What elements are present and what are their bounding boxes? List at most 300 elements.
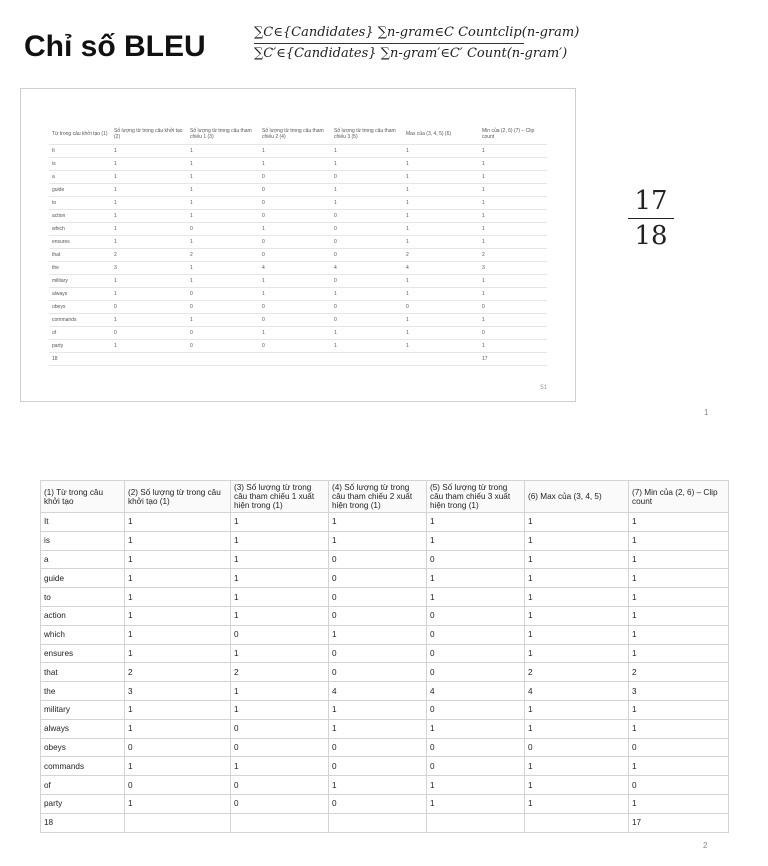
table-cell: 0 <box>259 249 331 262</box>
table-cell: 1 <box>403 236 479 249</box>
table-cell: 0 <box>427 625 525 644</box>
table-cell: 1 <box>187 184 259 197</box>
table-cell <box>331 353 403 366</box>
table-cell: 18 <box>41 813 125 832</box>
table-cell: 0 <box>187 288 259 301</box>
table-row <box>41 757 729 776</box>
table-cell: 1 <box>331 158 403 171</box>
table-cell: a <box>41 550 125 569</box>
table-cell: 1 <box>525 719 629 738</box>
table-cell: 1 <box>331 288 403 301</box>
header-cell: (2) Số lượng từ trong câu khởi tạo (1) <box>125 481 231 513</box>
table-cell: 1 <box>629 588 729 607</box>
table-cell: 3 <box>125 682 231 701</box>
table-row <box>41 513 729 532</box>
table-cell: 1 <box>187 314 259 327</box>
table-cell: 0 <box>427 644 525 663</box>
table-cell: 2 <box>231 663 329 682</box>
table-row <box>41 644 729 663</box>
table-cell: which <box>41 625 125 644</box>
table-row <box>41 663 729 682</box>
table-cell: 0 <box>329 644 427 663</box>
mini-header-cell: Số lượng từ trong câu khởi tạo (2) <box>111 124 187 145</box>
table-cell: 1 <box>125 757 231 776</box>
table-row <box>41 776 729 795</box>
table-cell: 1 <box>187 236 259 249</box>
table-cell: 18 <box>49 353 111 366</box>
table-cell: 2 <box>629 663 729 682</box>
table-cell: 1 <box>259 288 331 301</box>
table-cell: action <box>41 606 125 625</box>
table-cell: 1 <box>125 625 231 644</box>
table-cell: 1 <box>329 719 427 738</box>
table-cell: 1 <box>231 757 329 776</box>
table-cell: 4 <box>403 262 479 275</box>
table-cell <box>111 353 187 366</box>
table-row <box>49 327 547 340</box>
table-cell: 1 <box>479 184 547 197</box>
table-cell: 0 <box>231 794 329 813</box>
table-cell: 1 <box>629 644 729 663</box>
table-row <box>41 682 729 701</box>
table-row <box>49 340 547 353</box>
table-cell <box>403 353 479 366</box>
table-cell: 0 <box>525 738 629 757</box>
table-cell: 1 <box>629 569 729 588</box>
table-cell <box>187 353 259 366</box>
table-cell: 0 <box>187 223 259 236</box>
table-row <box>41 625 729 644</box>
table-cell: 0 <box>125 738 231 757</box>
table-cell: 0 <box>329 757 427 776</box>
table-cell: 0 <box>629 738 729 757</box>
table-cell: 4 <box>427 682 525 701</box>
table-cell: 1 <box>479 158 547 171</box>
table-cell: 1 <box>125 606 231 625</box>
table-cell: 1 <box>259 223 331 236</box>
table-cell: that <box>49 249 111 262</box>
table-cell: 17 <box>629 813 729 832</box>
table-cell: 4 <box>525 682 629 701</box>
page-number-1: 1 <box>704 408 709 417</box>
table-row <box>49 275 547 288</box>
header-cell: (3) Số lượng từ trong câu tham chiếu 1 xuất hiện trong (1) <box>231 481 329 513</box>
table-row <box>49 158 547 171</box>
table-cell: 3 <box>111 262 187 275</box>
table-cell: 1 <box>525 550 629 569</box>
table-row <box>41 719 729 738</box>
table-cell: 1 <box>403 158 479 171</box>
table-row <box>41 813 729 832</box>
table-cell: 0 <box>111 327 187 340</box>
table-cell: 2 <box>479 249 547 262</box>
table-cell: 1 <box>629 794 729 813</box>
table-cell: 1 <box>125 794 231 813</box>
table-cell: 2 <box>111 249 187 262</box>
slide-number: 51 <box>540 385 547 391</box>
table-cell: always <box>41 719 125 738</box>
table-cell: 1 <box>331 184 403 197</box>
table-cell: 0 <box>427 738 525 757</box>
table-cell: 1 <box>111 288 187 301</box>
table-row <box>41 569 729 588</box>
table-cell: the <box>49 262 111 275</box>
table-row <box>41 700 729 719</box>
table-cell: 1 <box>329 776 427 795</box>
table-cell: 1 <box>479 210 547 223</box>
table-cell: ensures <box>41 644 125 663</box>
table-cell: 1 <box>111 197 187 210</box>
table-cell: 1 <box>231 513 329 532</box>
table-cell: 1 <box>111 340 187 353</box>
table-cell: 1 <box>403 340 479 353</box>
table-cell: 1 <box>403 314 479 327</box>
table-cell: 0 <box>125 776 231 795</box>
table-row <box>49 223 547 236</box>
table-cell: 1 <box>187 210 259 223</box>
table-cell: 1 <box>111 158 187 171</box>
table-row <box>49 210 547 223</box>
table-cell: 1 <box>403 184 479 197</box>
table-cell: party <box>49 340 111 353</box>
page-title: Chỉ số BLEU <box>24 30 206 63</box>
table-cell: 0 <box>187 340 259 353</box>
header-cell: (5) Số lượng từ trong câu tham chiếu 3 xuất hiện trong (1) <box>427 481 525 513</box>
table-cell: 0 <box>259 171 331 184</box>
table-cell: 0 <box>231 625 329 644</box>
table-cell: commands <box>41 757 125 776</box>
table-cell: 0 <box>259 314 331 327</box>
table-row <box>41 588 729 607</box>
table-cell: 1 <box>259 327 331 340</box>
table-cell: 1 <box>259 158 331 171</box>
table-cell: 0 <box>479 327 547 340</box>
table-cell: 1 <box>331 145 403 158</box>
table-cell: 1 <box>111 314 187 327</box>
table-cell: 1 <box>329 531 427 550</box>
table-cell: 0 <box>403 301 479 314</box>
table-cell: It <box>41 513 125 532</box>
table-row <box>41 531 729 550</box>
table-cell: 1 <box>187 171 259 184</box>
table-cell: 1 <box>187 145 259 158</box>
table-cell: 2 <box>187 249 259 262</box>
formula-numerator: ∑C∈{Candidates} ∑n-gram∈C Countclip(n-gram) <box>254 25 580 40</box>
table-cell: 1 <box>525 644 629 663</box>
mini-table-header-row <box>49 124 547 145</box>
table-cell: 0 <box>331 223 403 236</box>
table-row <box>49 262 547 275</box>
table-cell: guide <box>41 569 125 588</box>
table-cell: 1 <box>125 513 231 532</box>
mini-header-cell: Từ trong câu khởi tạo (1) <box>49 124 111 145</box>
table-cell: 1 <box>525 757 629 776</box>
page-number-2: 2 <box>703 841 708 850</box>
table-cell: 1 <box>629 606 729 625</box>
table-cell: 1 <box>479 223 547 236</box>
table-cell: 0 <box>259 184 331 197</box>
table-cell: 1 <box>427 719 525 738</box>
table-cell: 0 <box>329 663 427 682</box>
table-cell: 0 <box>259 197 331 210</box>
table-cell: 0 <box>331 249 403 262</box>
table-cell: 0 <box>187 301 259 314</box>
table-header-row <box>41 481 729 513</box>
table-cell: to <box>49 197 111 210</box>
table-cell: 1 <box>231 606 329 625</box>
table-cell: 0 <box>259 236 331 249</box>
table-cell: 0 <box>331 314 403 327</box>
table-cell: 1 <box>187 275 259 288</box>
table-cell: 1 <box>111 210 187 223</box>
table-cell: 1 <box>329 513 427 532</box>
table-row <box>49 249 547 262</box>
table-cell: 0 <box>427 700 525 719</box>
mini-header-cell: Min của (2, 6) (7) – Clip count <box>479 124 547 145</box>
table-cell: 1 <box>427 588 525 607</box>
table-cell: 1 <box>427 776 525 795</box>
table-cell: 1 <box>331 340 403 353</box>
table-cell: 1 <box>629 625 729 644</box>
table-cell: commands <box>49 314 111 327</box>
fraction-bar <box>628 218 674 219</box>
table-cell: guide <box>49 184 111 197</box>
clip-count-table <box>40 480 729 833</box>
table-cell: military <box>49 275 111 288</box>
table-cell: which <box>49 223 111 236</box>
mini-header-cell: Max của (3, 4, 5) (6) <box>403 124 479 145</box>
table-cell: 1 <box>403 171 479 184</box>
table-cell: 0 <box>331 210 403 223</box>
precision-fraction <box>628 186 674 251</box>
table-cell: of <box>41 776 125 795</box>
table-cell: 4 <box>331 262 403 275</box>
table-cell: 2 <box>525 663 629 682</box>
table-cell: 1 <box>525 513 629 532</box>
table-cell: 1 <box>403 197 479 210</box>
table-cell: 1 <box>231 700 329 719</box>
table-cell: is <box>49 158 111 171</box>
table-cell: 1 <box>629 719 729 738</box>
table-cell: 1 <box>629 513 729 532</box>
table-cell: 1 <box>329 700 427 719</box>
table-cell: 1 <box>125 588 231 607</box>
mini-header-cell: Số lượng từ trong câu tham chiếu 3 (5) <box>331 124 403 145</box>
table-cell: 0 <box>331 171 403 184</box>
header-cell: (1) Từ trong câu khởi tạo <box>41 481 125 513</box>
table-cell: 0 <box>479 301 547 314</box>
table-cell: 1 <box>111 236 187 249</box>
table-cell: 1 <box>427 569 525 588</box>
table-cell: 1 <box>259 275 331 288</box>
table-cell: 1 <box>231 644 329 663</box>
table-row <box>41 738 729 757</box>
table-cell: 1 <box>629 550 729 569</box>
table-cell: 1 <box>479 171 547 184</box>
table-cell: 17 <box>479 353 547 366</box>
table-cell: 0 <box>331 301 403 314</box>
table-cell: 1 <box>525 569 629 588</box>
table-cell: 0 <box>329 550 427 569</box>
table-row <box>49 288 547 301</box>
table-cell: 1 <box>231 682 329 701</box>
table-cell: 1 <box>125 700 231 719</box>
table-cell: 1 <box>525 700 629 719</box>
table-row <box>49 314 547 327</box>
table-cell: 1 <box>525 794 629 813</box>
bleu-formula <box>254 24 580 63</box>
table-cell: 2 <box>403 249 479 262</box>
table-cell: 0 <box>111 301 187 314</box>
table-cell: 1 <box>331 197 403 210</box>
mini-table <box>49 124 547 366</box>
table-cell: 1 <box>231 569 329 588</box>
table-cell: 1 <box>479 314 547 327</box>
table-row <box>49 145 547 158</box>
table-cell: 1 <box>231 588 329 607</box>
table-cell: ensures <box>49 236 111 249</box>
table-row <box>41 794 729 813</box>
table-cell: 1 <box>125 644 231 663</box>
table-cell: 3 <box>629 682 729 701</box>
table-cell <box>427 813 525 832</box>
mini-header-cell: Số lượng từ trong câu tham chiếu 1 (3) <box>187 124 259 145</box>
table-cell: military <box>41 700 125 719</box>
table-cell <box>525 813 629 832</box>
table-row <box>49 184 547 197</box>
table-cell: 1 <box>187 262 259 275</box>
table-cell: of <box>49 327 111 340</box>
table-cell: 0 <box>329 794 427 813</box>
table-row <box>49 301 547 314</box>
table-cell: 0 <box>629 776 729 795</box>
table-cell: 1 <box>525 606 629 625</box>
table-cell: 1 <box>629 531 729 550</box>
table-cell: 0 <box>329 588 427 607</box>
table-cell: 0 <box>329 606 427 625</box>
table-cell: 0 <box>259 340 331 353</box>
slide-thumbnail <box>20 88 576 402</box>
table-cell: 0 <box>427 550 525 569</box>
table-cell: 0 <box>427 757 525 776</box>
table-cell: 1 <box>111 184 187 197</box>
table-cell: to <box>41 588 125 607</box>
table-cell: 0 <box>231 738 329 757</box>
fraction-numerator: 17 <box>634 186 668 216</box>
table-cell: 0 <box>231 719 329 738</box>
table-cell: 1 <box>479 275 547 288</box>
table-cell: the <box>41 682 125 701</box>
table-row <box>49 171 547 184</box>
table-cell: 1 <box>403 275 479 288</box>
table-cell: 1 <box>331 327 403 340</box>
table-cell: 1 <box>629 757 729 776</box>
formula-fraction-bar <box>254 43 524 44</box>
header-cell: (7) Min của (2, 6) – Clip count <box>629 481 729 513</box>
table-cell: always <box>49 288 111 301</box>
table-cell: 1 <box>525 776 629 795</box>
table-cell: is <box>41 531 125 550</box>
table-cell: 1 <box>427 794 525 813</box>
table-cell <box>329 813 427 832</box>
table-cell: 1 <box>111 145 187 158</box>
table-cell: 4 <box>329 682 427 701</box>
table-cell: 1 <box>125 550 231 569</box>
table-cell <box>231 813 329 832</box>
table-cell: obeys <box>49 301 111 314</box>
table-cell: 4 <box>259 262 331 275</box>
mini-header-cell: Số lượng từ trong câu tham chiếu 2 (4) <box>259 124 331 145</box>
table-cell: 2 <box>125 663 231 682</box>
table-cell: 1 <box>479 340 547 353</box>
table-cell: 1 <box>259 145 331 158</box>
table-cell: 1 <box>187 158 259 171</box>
table-cell: 0 <box>331 236 403 249</box>
table-cell: 1 <box>403 327 479 340</box>
table-cell: that <box>41 663 125 682</box>
table-cell: 1 <box>479 288 547 301</box>
table-cell: 0 <box>231 776 329 795</box>
table-cell: 1 <box>479 197 547 210</box>
table-row <box>49 197 547 210</box>
table-cell: 3 <box>479 262 547 275</box>
formula-denominator: ∑C′∈{Candidates} ∑n-gram′∈C′ Count(n-gram′) <box>254 46 568 61</box>
table-cell: 0 <box>329 569 427 588</box>
table-cell: 0 <box>187 327 259 340</box>
table-cell: 1 <box>231 550 329 569</box>
table-cell: 1 <box>231 531 329 550</box>
table-cell: 1 <box>125 531 231 550</box>
table-cell: 0 <box>329 738 427 757</box>
header-cell: (6) Max của (3, 4, 5) <box>525 481 629 513</box>
table-cell: 1 <box>403 210 479 223</box>
table-cell: 1 <box>427 513 525 532</box>
table-row <box>49 236 547 249</box>
table-row <box>41 606 729 625</box>
table-cell: 1 <box>479 236 547 249</box>
table-cell: It <box>49 145 111 158</box>
table-cell: 1 <box>111 223 187 236</box>
table-cell <box>259 353 331 366</box>
table-cell: 0 <box>427 663 525 682</box>
header-cell: (4) Số lượng từ trong câu tham chiếu 2 xuất hiện trong (1) <box>329 481 427 513</box>
table-cell <box>125 813 231 832</box>
table-cell: 0 <box>331 275 403 288</box>
table-cell: 1 <box>525 531 629 550</box>
table-cell: 1 <box>479 145 547 158</box>
table-row <box>41 550 729 569</box>
table-cell: 1 <box>403 288 479 301</box>
fraction-denominator: 18 <box>634 221 668 251</box>
table-cell: 1 <box>629 700 729 719</box>
table-cell: 1 <box>329 625 427 644</box>
table-cell: 1 <box>525 588 629 607</box>
table-cell: 1 <box>125 569 231 588</box>
table-cell: 1 <box>403 223 479 236</box>
table-cell: a <box>49 171 111 184</box>
table-cell: 1 <box>111 171 187 184</box>
table-cell: 1 <box>111 275 187 288</box>
table-cell: 1 <box>187 197 259 210</box>
table-cell: 1 <box>403 145 479 158</box>
table-cell: 1 <box>525 625 629 644</box>
table-cell: 1 <box>125 719 231 738</box>
table-cell: action <box>49 210 111 223</box>
table-cell: 0 <box>259 210 331 223</box>
table-cell: 0 <box>427 606 525 625</box>
table-cell: 0 <box>259 301 331 314</box>
table-cell: 1 <box>427 531 525 550</box>
